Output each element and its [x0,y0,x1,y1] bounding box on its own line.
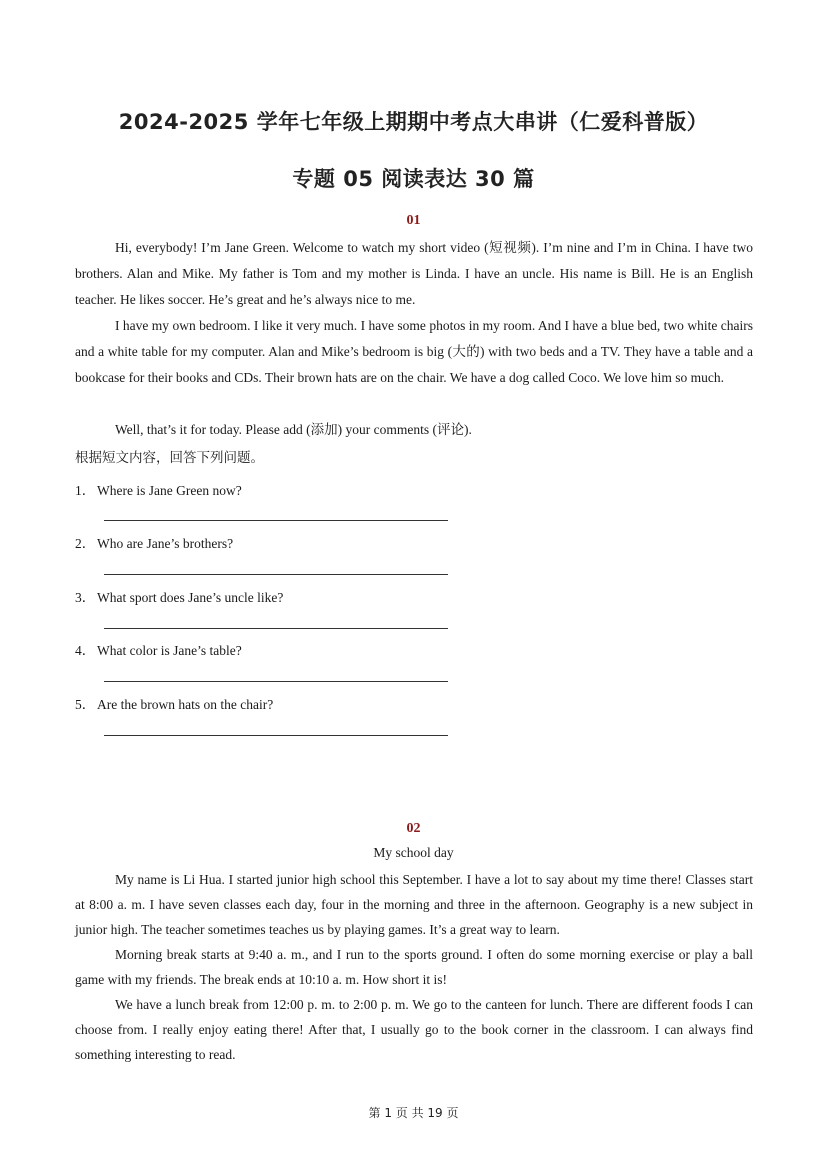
passage1-paragraph-1: Hi, everybody! I’m Jane Green. Welcome to watch my short video (短视频). I’m nine and I’m in China. I have two brothers. Alan and Mike. My father is Tom and my mother is Linda. I have an uncle. His name is Bill. He is an English teacher. He likes soccer. He’s great and he’s always nice to me. [75,240,753,307]
question-number: 4． [75,643,96,658]
document-subtitle: 专题 05 阅读表达 30 篇 [292,167,535,191]
answer-line-1[interactable] [104,520,448,521]
question-text: What color is Jane’s table? [97,643,242,658]
section-number-01: 01 [406,213,421,228]
question-3 [75,586,283,606]
question-text: Who are Jane’s brothers? [97,536,234,551]
document-title: 2024-2025 学年七年级上期期中考点大串讲（仁爱科普版） [118,110,709,134]
instruction-text: 根据短文内容，回答下列问题。 [75,450,264,466]
question-text: Where is Jane Green now? [97,483,242,498]
passage2-paragraph-3: We have a lunch break from 12:00 p. m. to 2:00 p. m. We go to the canteen for lunch. There are different foods I can choose from. I really enjoy eating there! After that, I usually go to the book corner in the classroom. I can always find something interesting to read. [75,997,753,1062]
passage2-paragraph-1: My name is Li Hua. I started junior high school this September. I have a lot to say about my time there! Classes start at 8:00 a. m. I have seven classes each day, four in the morning and three in the afternoon. Geography is a new subject in junior high. The teacher sometimes teaches us by playing games. It’s a great way to learn. [75,872,753,937]
answer-line-3[interactable] [104,628,448,629]
question-number: 2． [75,536,96,551]
question-text: Are the brown hats on the chair? [97,697,274,712]
question-1 [75,479,242,499]
answer-line-4[interactable] [104,681,448,682]
question-2 [75,532,233,552]
passage2-paragraph-2: Morning break starts at 9:40 a. m., and I run to the sports ground. I often do some morning exercise or play a ball game with my friends. The break ends at 10:10 a. m. How short it is! [75,947,753,987]
passage1-paragraph-3: Well, that’s it for today. Please add (添加) your comments (评论). [115,422,472,437]
passage2-title: My school day [373,845,454,860]
question-text: What sport does Jane’s uncle like? [97,590,284,605]
question-number: 1． [75,483,96,498]
question-4 [75,639,242,659]
answer-line-5[interactable] [104,735,448,736]
question-5 [75,693,273,713]
question-number: 5． [75,697,96,712]
passage1-paragraph-2: I have my own bedroom. I like it very much. I have some photos in my room. And I have a blue bed, two white chairs and a white table for my computer. Alan and Mike’s bedroom is big (大的) with two beds and a TV. They have a table and a bookcase for their books and CDs. Their brown hats are on the chair. We have a dog called Coco. We love him so much. [75,318,753,385]
answer-line-2[interactable] [104,574,448,575]
section-number-02: 02 [406,821,421,836]
page-footer: 第 1 页 共 19 页 [368,1106,459,1120]
question-number: 3． [75,590,96,605]
